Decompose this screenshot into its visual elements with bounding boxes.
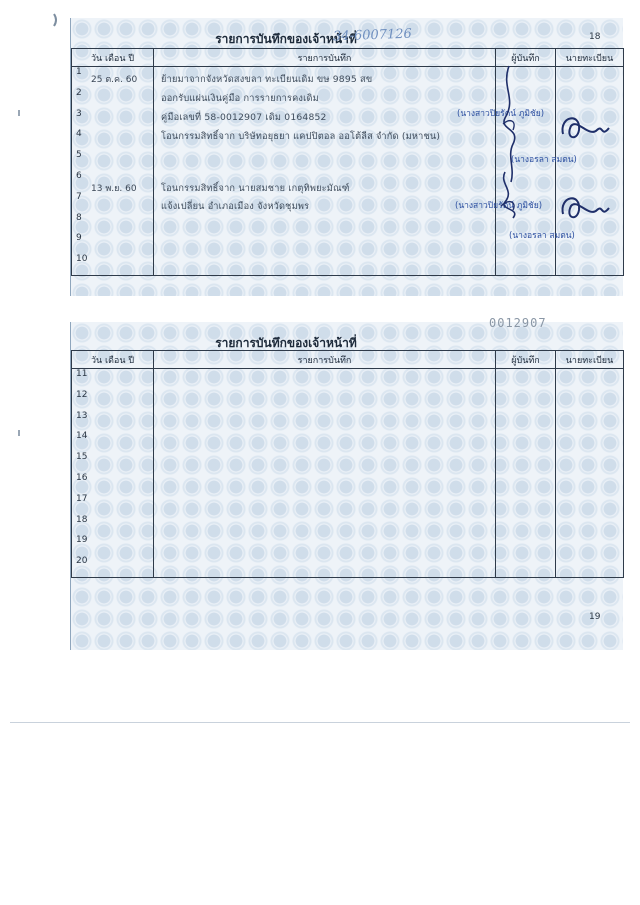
- row-number: 15: [76, 452, 88, 463]
- row-number: 14: [76, 431, 88, 442]
- column-header-date: วัน เดือน ปี: [72, 351, 154, 369]
- entry-line: ย้ายมาจากจังหวัดสงขลา ทะเบียนเดิม ขษ 9895 สข: [161, 74, 373, 85]
- record-sheet-page-18: [70, 18, 623, 296]
- row-number: 4: [76, 129, 82, 140]
- row-number: 12: [76, 389, 88, 400]
- row-number: 18: [76, 514, 88, 525]
- column-header-date: วัน เดือน ปี: [72, 49, 154, 67]
- entry-line: โอนกรรมสิทธิ์จาก นายสมชาย เกตุทิพยะมัณฑ์: [161, 183, 350, 194]
- row-number: 20: [76, 556, 88, 567]
- sheet-title: รายการบันทึกของเจ้าหน้าที่: [215, 336, 357, 350]
- officer-name-stamp: (นางสาวปิยรัตน์ ภูมิชัย): [457, 109, 545, 119]
- records-table: [71, 350, 624, 578]
- sheet-title: รายการบันทึกของเจ้าหน้าที่: [215, 32, 357, 46]
- stamp-number: 0012907: [489, 316, 547, 330]
- entry-date: 25 ต.ค. 60: [91, 75, 138, 85]
- entry-line: ออกรับแผ่นเงินคู่มือ การรายการคงเดิม: [161, 93, 319, 104]
- page-number: 19: [589, 612, 601, 622]
- entry-line: โอนกรรมสิทธิ์จาก บริษัทอยุธยา แคปปิตอล ออโต้ลีส จำกัด (มหาชน): [161, 131, 441, 142]
- column-header-recorder: ผู้บันทึก: [496, 49, 556, 67]
- column-header-registrar: นายทะเบียน: [556, 351, 624, 369]
- scan-mark: [18, 430, 20, 436]
- column-header-entry: รายการบันทึก: [154, 351, 496, 369]
- row-number: 10: [76, 254, 88, 265]
- officer-name-stamp: (นางสาวปิยรัตน์ ภูมิชัย): [455, 201, 543, 211]
- column-header-recorder: ผู้บันทึก: [496, 351, 556, 369]
- row-number: 2: [76, 87, 82, 98]
- row-number: 16: [76, 472, 88, 483]
- row-number: 19: [76, 535, 88, 546]
- column-header-entry: รายการบันทึก: [154, 49, 496, 67]
- row-number: 1: [76, 67, 82, 77]
- entry-date: 13 พ.ย. 60: [91, 184, 137, 194]
- registrar-name-stamp: (นางอรลา สมตน): [511, 155, 577, 165]
- row-number: 13: [76, 410, 88, 421]
- scan-artifact-line: [10, 722, 630, 723]
- registrar-name-stamp: (นางอรลา สมตน): [509, 231, 575, 241]
- row-number: 3: [76, 108, 82, 119]
- entry-line: คู่มือเลขที่ 58-0012907 เดิม 0164852: [161, 112, 327, 123]
- page-number: 18: [589, 32, 601, 42]
- row-number: 17: [76, 493, 88, 504]
- row-number: 8: [76, 212, 82, 223]
- registrar-signature-1: [557, 108, 613, 148]
- recorder-signature-2: [491, 168, 531, 228]
- handwritten-code: 34-6007126: [332, 26, 413, 45]
- entry-line: แจ้งเปลี่ยน อำเภอเมือง จังหวัดชุมพร: [161, 201, 310, 212]
- record-sheet-page-19: [70, 316, 623, 650]
- row-number: 5: [76, 150, 82, 161]
- column-header-registrar: นายทะเบียน: [556, 49, 624, 67]
- row-number: 9: [76, 233, 82, 244]
- registrar-signature-2: [557, 188, 613, 228]
- row-number: 11: [76, 369, 88, 379]
- row-number: 7: [76, 191, 82, 202]
- scan-mark: [18, 110, 20, 116]
- row-number: 6: [76, 170, 82, 181]
